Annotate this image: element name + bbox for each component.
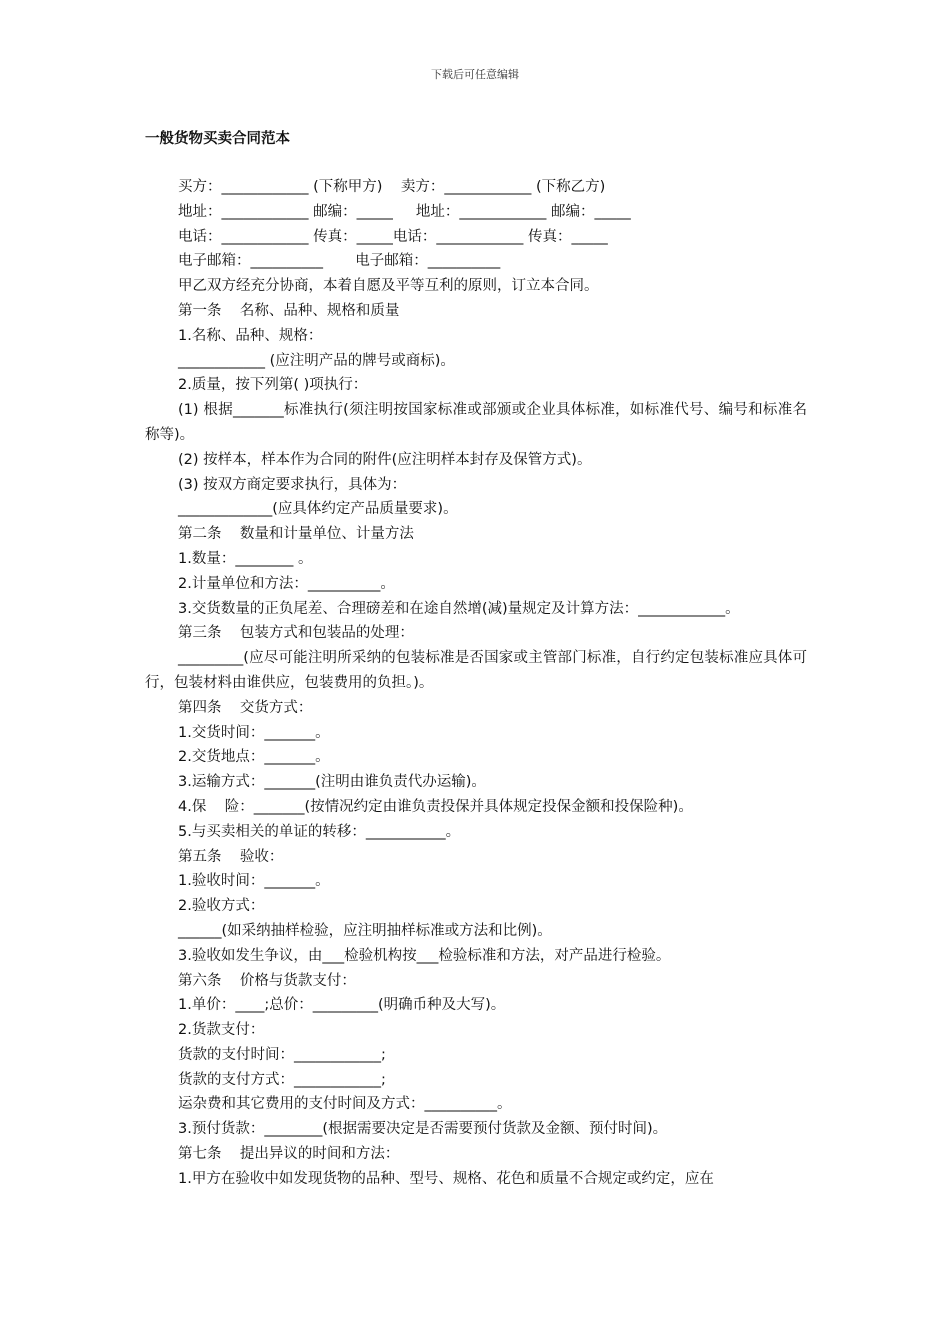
article-5-heading: 第五条 验收： <box>178 848 284 865</box>
article-5-item-1: 1.验收时间：_______。 <box>178 873 330 890</box>
article-5-item-2: 2.验收方式： <box>178 898 265 915</box>
article-1-option-3-blank: _____________(应具体约定产品质量要求)。 <box>178 501 458 518</box>
article-2-item-2: 2.计量单位和方法：__________。 <box>178 575 395 592</box>
article-4-item-3: 3.运输方式：_______(注明由谁负责代办运输)。 <box>178 774 486 791</box>
article-1-heading: 第一条 名称、品种、规格和质量 <box>178 302 400 319</box>
article-1-item-1: 1.名称、品种、规格： <box>178 327 323 344</box>
article-6-item-3: 3.预付货款：________(根据需要决定是否需要预付货款及金额、预付时间)。 <box>178 1121 668 1138</box>
article-6-heading: 第六条 价格与货款支付： <box>178 972 356 989</box>
payment-time: 货款的支付时间：____________; <box>178 1046 386 1063</box>
article-4-heading: 第四条 交货方式： <box>178 699 313 716</box>
article-2-heading: 第二条 数量和计量单位、计量方法 <box>178 526 414 543</box>
article-7-heading: 第七条 提出异议的时间和方法： <box>178 1146 400 1163</box>
payment-method: 货款的支付方式：____________; <box>178 1071 386 1088</box>
article-1-option-3: (3) 按双方商定要求执行，具体为： <box>178 476 407 493</box>
phone-fax-line: 电话：____________ 传真：_____电话：____________ 传真：_____ <box>178 228 608 245</box>
document-title: 一般货物买卖合同范本 <box>145 131 290 147</box>
article-1-item-1-blank: ____________ (应注明产品的牌号或商标)。 <box>178 352 455 369</box>
article-1-option-2: (2) 按样本，样本作为合同的附件(应注明样本封存及保管方式)。 <box>178 451 592 468</box>
article-2-item-3: 3.交货数量的正负尾差、合理磅差和在途自然增(减)量规定及计算方法：____________。 <box>178 600 740 617</box>
email-line: 电子邮箱：__________ 电子邮箱：__________ <box>178 253 501 270</box>
article-4-item-4: 4.保 险：_______(按情况约定由谁负责投保并具体规定投保金额和投保险种)。 <box>178 798 693 815</box>
other-fees: 运杂费和其它费用的支付时间及方式：__________。 <box>178 1096 512 1113</box>
document-body <box>145 175 807 1192</box>
page-header: 下载后可任意编辑 <box>431 68 519 81</box>
address-line: 地址：____________ 邮编：_____ 地址：____________ 邮编：_____ <box>178 203 631 220</box>
article-1-option-1: (1) 根据_______标准执行(须注明按国家标准或部颁或企业具体标准，如标准代号、编号和标准名称等)。 <box>145 402 807 443</box>
article-7-item-1: 1.甲方在验收中如发现货物的品种、型号、规格、花色和质量不合规定或约定，应在 <box>178 1170 714 1187</box>
article-4-item-1: 1.交货时间：_______。 <box>178 724 330 741</box>
buyer-seller-line: 买方：____________ (下称甲方) 卖方：____________ (下称乙方) <box>178 179 606 195</box>
preamble: 甲乙双方经充分协商，本着自愿及平等互利的原则，订立本合同。 <box>178 278 599 295</box>
article-3-heading: 第三条 包装方式和包装品的处理： <box>178 625 414 642</box>
article-1-item-2: 2.质量，按下列第( )项执行： <box>178 377 368 394</box>
article-3-body: _________(应尽可能注明所采纳的包装标准是否国家或主管部门标准，自行约定包装标准应具体可行，包装材料由谁供应，包装费用的负担。)。 <box>145 650 807 691</box>
article-6-item-1: 1.单价：____;总价：_________(明确币种及大写)。 <box>178 997 506 1014</box>
article-4-item-5: 5.与买卖相关的单证的转移：___________。 <box>178 823 461 840</box>
article-5-item-3: 3.验收如发生争议，由___检验机构按___检验标准和方法，对产品进行检验。 <box>178 947 671 964</box>
article-4-item-2: 2.交货地点：_______。 <box>178 749 330 766</box>
article-6-item-2: 2.货款支付： <box>178 1022 265 1039</box>
article-2-item-1: 1.数量：________ 。 <box>178 550 313 567</box>
article-5-item-2-blank: ______(如采纳抽样检验，应注明抽样标准或方法和比例)。 <box>178 922 552 939</box>
